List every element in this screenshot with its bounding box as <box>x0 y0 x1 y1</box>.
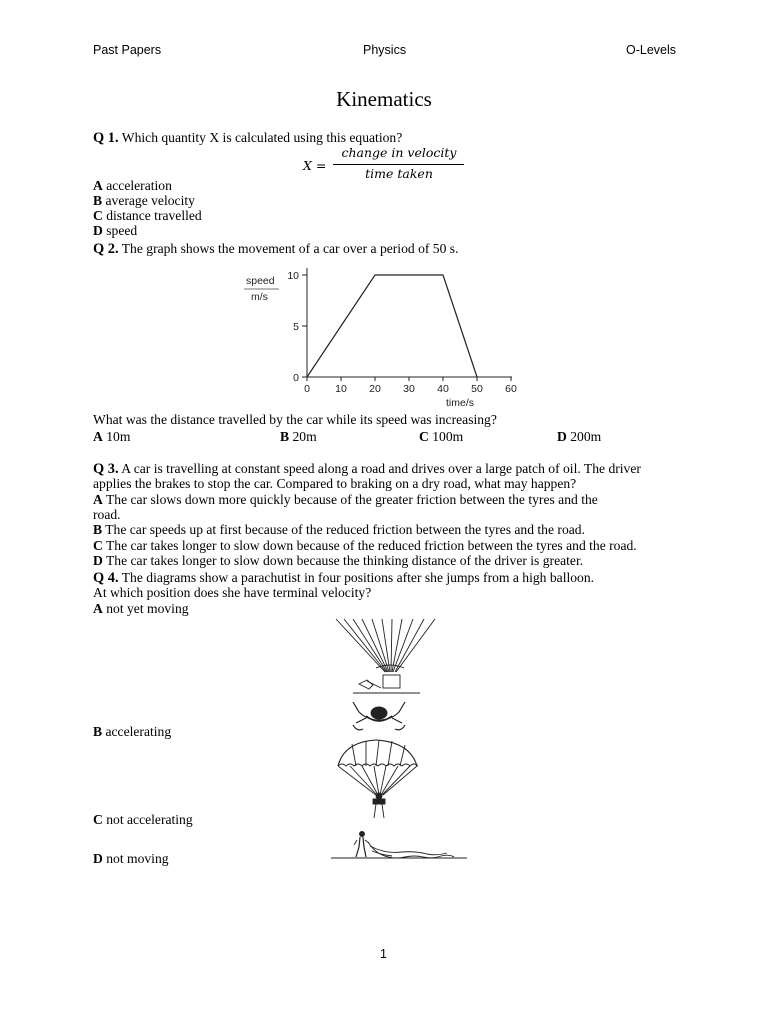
y-tick-label: 5 <box>293 321 299 333</box>
q2-question: What was the distance travelled by the car while its speed was increasing? <box>93 412 497 427</box>
q1-option-a: A acceleration <box>93 178 172 193</box>
y-axis-label-bottom: m/s <box>251 291 268 303</box>
q4-question: At which position does she have terminal velocity? <box>93 585 372 600</box>
x-tick-label: 60 <box>505 383 517 395</box>
q2-option-d: D 200m <box>557 429 602 444</box>
equation-denominator: time taken <box>365 166 433 181</box>
q3-option-d: D The car takes longer to slow down because the thinking distance of the driver is greater. <box>93 553 584 568</box>
x-axis-label: time/s <box>446 397 475 409</box>
x-tick-label: 40 <box>437 383 449 395</box>
q3-text-line-1: A car is travelling at constant speed along a road and drives over a large patch of oil. The driver <box>121 461 641 476</box>
q2-text: The graph shows the movement of a car over a period of 50 s. <box>121 241 459 256</box>
q2-option-a: A 10m <box>93 429 131 444</box>
q1-prompt <box>93 130 402 146</box>
q3-option-c: C The car takes longer to slow down because of the reduced friction between the tyres and the road. <box>93 538 637 553</box>
parachutist-position-b-illustration <box>353 702 405 730</box>
y-axis-label-top: speed <box>246 275 275 287</box>
q2-option-c: C 100m <box>419 429 464 444</box>
equation-lhs: X = <box>303 158 327 173</box>
q4-text: The diagrams show a parachutist in four positions after she jumps from a high balloon. <box>121 570 595 585</box>
header-left: Past Papers <box>93 43 162 57</box>
q2-number: Q 2. <box>93 241 119 257</box>
parachutist-position-c-illustration <box>338 740 418 818</box>
q1-option-d: D speed <box>93 223 138 238</box>
q3-text-line-2: applies the brakes to stop the car. Compared to braking on a dry road, what may happen? <box>93 476 577 491</box>
page-number: 1 <box>380 947 387 961</box>
equation-fraction-bar <box>333 164 464 165</box>
q4-option-d: D not moving <box>93 851 169 866</box>
page-title: Kinematics <box>336 87 432 111</box>
header-right: O-Levels <box>626 43 677 57</box>
q1-text: Which quantity X is calculated using this equation? <box>121 130 403 145</box>
q3-option-a: A The car slows down more quickly because of the greater friction between the tyres and the <box>93 492 598 507</box>
q3-option-a-continued: road. <box>93 507 121 522</box>
q3-option-b: B The car speeds up at first because of the reduced friction between the tyres and the road. <box>93 522 585 537</box>
x-tick-label: 50 <box>471 383 483 395</box>
x-tick-label: 20 <box>369 383 381 395</box>
q4-number: Q 4. <box>93 570 119 586</box>
x-tick-label: 0 <box>304 383 310 395</box>
q1-number: Q 1. <box>93 130 119 146</box>
q3-number: Q 3. <box>93 461 119 477</box>
q2-option-b: B 20m <box>280 429 317 444</box>
q4-option-a: A not yet moving <box>93 601 189 616</box>
q2-prompt <box>93 241 458 257</box>
header-center: Physics <box>363 43 407 57</box>
q4-prompt <box>93 570 594 586</box>
speed-series-line <box>307 275 477 377</box>
q4-option-b: B accelerating <box>93 724 172 739</box>
x-tick-label: 30 <box>403 383 415 395</box>
q1-option-b: B average velocity <box>93 193 195 208</box>
q4-option-c: C not accelerating <box>93 812 193 827</box>
q3-prompt <box>93 461 641 477</box>
x-tick-label: 10 <box>335 383 347 395</box>
y-tick-label: 0 <box>293 372 299 384</box>
q1-option-c: C distance travelled <box>93 208 202 223</box>
parachutist-position-d-illustration <box>331 832 467 859</box>
y-tick-label: 10 <box>287 270 299 282</box>
parachutist-position-a-illustration <box>336 619 435 693</box>
equation-numerator: change in velocity <box>341 145 457 160</box>
